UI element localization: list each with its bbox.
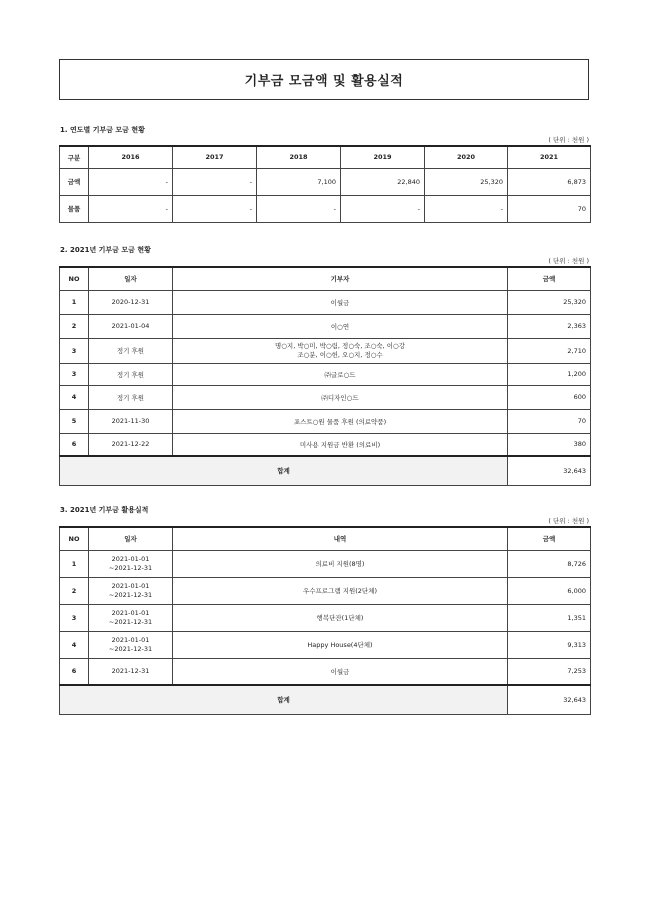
- cell-date: 2021-01-01 ~2021-12-31: [89, 550, 173, 577]
- cell-no: 1: [60, 290, 89, 314]
- cell-date: 2021-01-04: [89, 314, 173, 338]
- cell-amount: 70: [508, 409, 591, 433]
- section2-title: 2. 2021년 기부금 모금 현황: [60, 246, 151, 254]
- cell-detail: 이월금: [173, 658, 508, 685]
- cell-amount: 380: [508, 433, 591, 456]
- table-row: [60, 338, 591, 363]
- total-row: [60, 685, 591, 714]
- table-row: [60, 314, 591, 338]
- cell-no: 3: [60, 338, 89, 363]
- header-detail: 내역: [173, 527, 508, 550]
- cell-detail: Happy House(4단체): [173, 631, 508, 658]
- section3-title: 3. 2021년 기부금 활용실적: [60, 506, 149, 514]
- table-row: [60, 290, 591, 314]
- cell-amount: 600: [508, 385, 591, 409]
- table-row: [60, 631, 591, 658]
- cell-amount: 25,320: [508, 290, 591, 314]
- total-label: 합계: [60, 456, 508, 485]
- header-amount: 금액: [508, 267, 591, 290]
- table-row: [60, 433, 591, 456]
- table-row: [60, 409, 591, 433]
- header-year: 2020: [425, 146, 508, 168]
- cell-date: 정기 후원: [89, 363, 173, 385]
- section1-title: 1. 연도별 기부금 모금 현황: [60, 126, 145, 134]
- cell-amount: 1,351: [508, 604, 591, 631]
- cell-donor: ㈜디자인○드: [173, 385, 508, 409]
- cell-amount: 2,710: [508, 338, 591, 363]
- cell-value: -: [341, 195, 425, 222]
- cell-value: 6,873: [508, 168, 591, 195]
- total-label: 합계: [60, 685, 508, 714]
- header-year: 2019: [341, 146, 425, 168]
- cell-date: 2021-12-22: [89, 433, 173, 456]
- cell-value: 22,840: [341, 168, 425, 195]
- cell-date: 2021-11-30: [89, 409, 173, 433]
- header-date: 일자: [89, 527, 173, 550]
- cell-amount: 7,253: [508, 658, 591, 685]
- row-label: 물품: [60, 195, 89, 222]
- total-value: 32,643: [508, 456, 591, 485]
- yearly-donation-table: [59, 145, 591, 223]
- cell-amount: 2,363: [508, 314, 591, 338]
- cell-value: -: [425, 195, 508, 222]
- cell-date: 2021-12-31: [89, 658, 173, 685]
- cell-date: 정기 후원: [89, 338, 173, 363]
- cell-donor: 이월금: [173, 290, 508, 314]
- cell-value: -: [257, 195, 341, 222]
- table-header-row: [60, 527, 591, 550]
- cell-amount: 6,000: [508, 577, 591, 604]
- total-value: 32,643: [508, 685, 591, 714]
- cell-value: 25,320: [425, 168, 508, 195]
- cell-no: 5: [60, 409, 89, 433]
- table-row: [60, 604, 591, 631]
- cell-amount: 8,726: [508, 550, 591, 577]
- cell-no: 2: [60, 314, 89, 338]
- cell-value: 70: [508, 195, 591, 222]
- cell-amount: 9,313: [508, 631, 591, 658]
- cell-value: -: [173, 168, 257, 195]
- cell-detail: 의료비 지원(8명): [173, 550, 508, 577]
- table-row: [60, 658, 591, 685]
- cell-donor: 포스트○원 물품 후원 (의료약품): [173, 409, 508, 433]
- cell-donor: ㈜글로○드: [173, 363, 508, 385]
- table-row: [60, 577, 591, 604]
- header-year: 2017: [173, 146, 257, 168]
- header-amount: 금액: [508, 527, 591, 550]
- cell-value: 7,100: [257, 168, 341, 195]
- cell-no: 4: [60, 631, 89, 658]
- document-title: 기부금 모금액 및 활용실적: [59, 59, 589, 100]
- cell-no: 3: [60, 604, 89, 631]
- cell-detail: 우수프로그램 지원(2단체): [173, 577, 508, 604]
- cell-no: 2: [60, 577, 89, 604]
- table-header-row: [60, 146, 591, 168]
- cell-no: 3: [60, 363, 89, 385]
- cell-date: 2020-12-31: [89, 290, 173, 314]
- table-header-row: [60, 267, 591, 290]
- cell-detail: 행복단잔(1단체): [173, 604, 508, 631]
- header-year: 2021: [508, 146, 591, 168]
- total-row: [60, 456, 591, 485]
- cell-donor: 명○지, 박○미, 박○림, 정○숙, 조○숙, 이○강 조○분, 이○헌, 오○지, 정○수: [173, 338, 508, 363]
- cell-no: 1: [60, 550, 89, 577]
- section3-unit: ( 단위 : 천원 ): [548, 517, 589, 525]
- header-year: 2018: [257, 146, 341, 168]
- cell-no: 4: [60, 385, 89, 409]
- table-row: [60, 550, 591, 577]
- cell-date: 2021-01-01 ~2021-12-31: [89, 604, 173, 631]
- table-row: [60, 195, 591, 222]
- table-row: [60, 363, 591, 385]
- header-donor: 기부자: [173, 267, 508, 290]
- donation-2021-table: [59, 266, 591, 486]
- section1-unit: ( 단위 : 천원 ): [548, 136, 589, 144]
- header-no: NO: [60, 527, 89, 550]
- cell-date: 2021-01-01 ~2021-12-31: [89, 577, 173, 604]
- header-date: 일자: [89, 267, 173, 290]
- table-row: [60, 385, 591, 409]
- table-row: [60, 168, 591, 195]
- cell-donor: 미사용 지원금 반환 (의료비): [173, 433, 508, 456]
- cell-value: -: [89, 195, 173, 222]
- cell-value: -: [173, 195, 257, 222]
- cell-donor: 이○연: [173, 314, 508, 338]
- cell-no: 6: [60, 433, 89, 456]
- section2-unit: ( 단위 : 천원 ): [548, 257, 589, 265]
- cell-date: 정기 후원: [89, 385, 173, 409]
- cell-amount: 1,200: [508, 363, 591, 385]
- header-no: NO: [60, 267, 89, 290]
- cell-no: 6: [60, 658, 89, 685]
- cell-value: -: [89, 168, 173, 195]
- header-category: 구분: [60, 146, 89, 168]
- usage-2021-table: [59, 526, 591, 715]
- row-label: 금액: [60, 168, 89, 195]
- header-year: 2016: [89, 146, 173, 168]
- cell-date: 2021-01-01 ~2021-12-31: [89, 631, 173, 658]
